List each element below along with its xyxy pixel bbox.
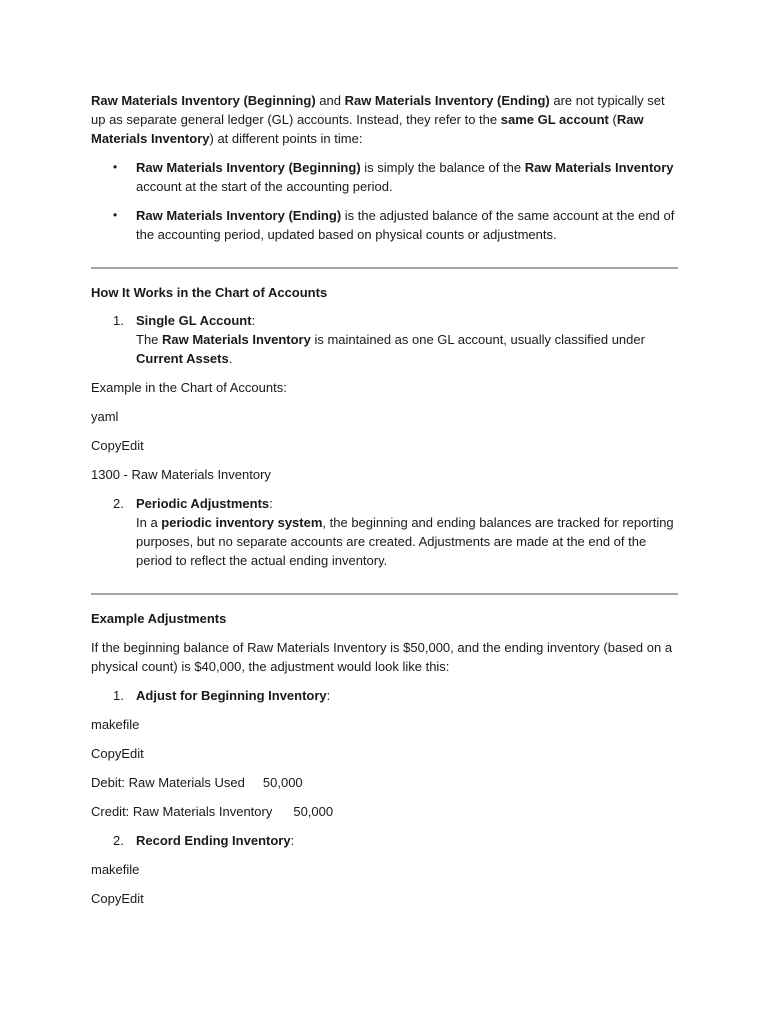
item-title: Adjust for Beginning Inventory <box>136 688 327 703</box>
intro-bold-3: same GL account <box>500 112 609 127</box>
horizontal-divider <box>91 593 678 595</box>
bullet1-text-1: is simply the balance of the <box>360 160 525 175</box>
code-language-label: makefile <box>91 862 140 877</box>
intro-bold-4: Raw Materials Inventory <box>91 112 644 146</box>
bullet-item-beginning <box>136 158 681 196</box>
intro-text-4: ) at different points in time: <box>209 131 363 146</box>
list-number: 1. <box>113 688 124 703</box>
bullet1-text-2: account at the start of the accounting period. <box>136 179 393 194</box>
example-label: Example in the Chart of Accounts: <box>91 380 287 395</box>
list-item-single-gl-account: Single GL Account: The Raw Materials Inventory is maintained as one GL account, usually classified under Current Assets. <box>136 313 645 366</box>
horizontal-divider <box>91 267 678 269</box>
bullet2-bold-1: Raw Materials Inventory (Ending) <box>136 208 342 223</box>
bullet2-text-1: is the adjusted balance of the same account at the end of the accounting period, updated based on physical counts or adjustments. <box>136 208 675 242</box>
intro-text-2: are not typically set up as separate general ledger (GL) accounts. Instead, they refer to the <box>91 93 665 127</box>
bullet-item-ending <box>136 206 681 244</box>
credit-label: Credit: Raw Materials Inventory <box>91 804 273 819</box>
list-number: 2. <box>113 496 124 511</box>
intro-bold-1: Raw Materials Inventory (Beginning) <box>91 93 316 108</box>
section-heading-chart-of-accounts: How It Works in the Chart of Accounts <box>91 285 328 300</box>
intro-bold-2: Raw Materials Inventory (Ending) <box>344 93 550 108</box>
intro-text-1: and <box>315 93 345 108</box>
account-line: 1300 - Raw Materials Inventory <box>91 467 271 482</box>
intro-text-3: ( <box>608 112 617 127</box>
intro-paragraph <box>91 91 681 148</box>
item-title: Periodic Adjustments <box>136 496 270 511</box>
item-title: Record Ending Inventory <box>136 833 291 848</box>
list-item-periodic-adjustments: Periodic Adjustments: In a periodic inventory system, the beginning and ending balances are tracked for reporting purposes, but no separate accounts are created. Adjustments are made at the end of the period to reflect the actual ending inventory. <box>136 496 674 568</box>
list-item-record-ending: Record Ending Inventory: <box>136 833 295 848</box>
code-language-label: makefile <box>91 717 140 732</box>
bullet-icon: • <box>113 160 118 174</box>
copy-edit-label: CopyEdit <box>91 746 144 761</box>
list-number: 1. <box>113 313 124 328</box>
code-language-label: yaml <box>91 409 119 424</box>
bullet1-bold-2: Raw Materials Inventory <box>524 160 674 175</box>
debit-label: Debit: Raw Materials Used <box>91 775 245 790</box>
debit-amount: 50,000 <box>262 775 303 790</box>
section-heading-example-adjustments: Example Adjustments <box>91 611 227 626</box>
copy-edit-label: CopyEdit <box>91 438 144 453</box>
bullet-icon: • <box>113 208 118 222</box>
example-paragraph: If the beginning balance of Raw Materials Inventory is $50,000, and the ending inventory (based on a physical count) is $40,000, the adjustment would look like this: <box>91 640 673 674</box>
item-title: Single GL Account <box>136 313 252 328</box>
list-item-adjust-beginning: Adjust for Beginning Inventory: <box>136 688 331 703</box>
list-number: 2. <box>113 833 124 848</box>
debit-entry <box>91 773 681 792</box>
credit-amount: 50,000 <box>293 804 334 819</box>
credit-entry <box>91 802 681 821</box>
bullet1-bold-1: Raw Materials Inventory (Beginning) <box>136 160 361 175</box>
copy-edit-label: CopyEdit <box>91 891 144 906</box>
